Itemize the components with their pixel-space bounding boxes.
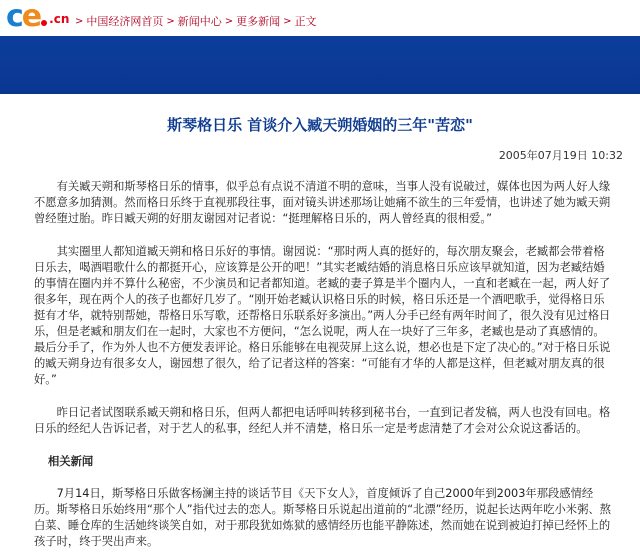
breadcrumb-news-center-link[interactable]: 新闻中心 — [177, 15, 222, 28]
breadcrumb-separator: > — [166, 15, 175, 27]
breadcrumb-home-link[interactable]: 中国经济网首页 — [86, 15, 164, 28]
article-paragraph: 昨日记者试图联系臧天朔和格日乐，但两人都把电话呼叫转移到秘书台，一直到记者发稿，两人也没有回电。格日乐的经纪人告诉记者，对于艺人的私事，经纪人并不清楚，格日乐一定是考虑清楚了才会对公众说这番话的。 — [34, 406, 611, 435]
article — [0, 94, 640, 557]
header-banner — [0, 36, 640, 94]
article-title: 斯琴格日乐 首谈介入臧天朔婚姻的三年"苦恋" — [167, 116, 473, 134]
breadcrumb — [72, 13, 317, 29]
ce-logo[interactable] — [6, 2, 69, 32]
breadcrumb-separator: > — [283, 15, 292, 27]
top-bar — [0, 0, 640, 36]
article-body — [34, 179, 614, 557]
article-paragraph: 有关臧天朔和斯琴格日乐的情事，似乎总有点说不清道不明的意味，当事人没有说破过，媒体也因为两人好人缘不愿意多加猜测。然而格日乐终于直视那段往事，面对镜头讲述那场让她痛不欲生的三年爱情，也讲述了她为臧天朔曾经堕过胎。昨日臧天朔的好朋友谢园对记者说：“挺理解格日乐的，两人曾经真的很相爱。” — [34, 180, 611, 225]
related-news-paragraph: 7月14日，斯琴格日乐做客杨澜主持的谈话节目《天下女人》，首度倾诉了自己2000年到2003年那段感情经历。斯琴格日乐始终用“那个人”指代过去的恋人。斯琴格日乐说起出道前的“北漂”经历，说起长达两年吃小米粥、熬白菜、睡仓库的生活她终谈笑自如，对于那段犹如炼狱的感情经历也能平静陈述，然而她在说到被迫打掉已经怀上的孩子时，终于哭出声来。 — [34, 487, 611, 548]
logo-domain-suffix: .cn — [49, 12, 70, 26]
logo-mark: ce — [6, 0, 41, 34]
article-paragraph: 其实圈里人都知道臧天朔和格日乐好的事情。谢园说：“那时两人真的挺好的，每次朋友聚会，老臧都会带着格日乐去，喝酒唱歌什么的都挺开心，应该算是公开的吧！”其实老臧结婚的消息格日乐应该早就知道，因为老臧结婚的事情在圈内并不算什么秘密，不少演员和记者都知道。老臧的妻子算是半个圈内人，一直和老臧在一起，两人好了很多年，现在两个人的孩子也都好几岁了。“刚开始老臧认识格日乐的时候，格日乐还是一个酒吧歌手，觉得格日乐挺有才华，就特别帮她，帮格日乐写歌，还帮格日乐联系好多演出。”两人分手已经有两年时间了，很久没有见过格日乐，但是老臧和朋友们在一起时，大家也不方便问，“怎么说呢，两人在一块好了三年多，老臧也是动了真感情的。最后分手了，作为外人也不方便发表评论。格日乐能够在电视荧屏上这么说，想必也是下定了决心的。”对于格日乐说的臧天朔身边有很多女人，谢园想了很久，给了记者这样的答案：“可能有才华的人都是这样，但老臧对朋友真的很好。” — [34, 245, 611, 386]
breadcrumb-separator: > — [75, 15, 84, 27]
breadcrumb-more-news-link[interactable]: 更多新闻 — [236, 15, 281, 28]
logo-dot-icon — [41, 20, 47, 26]
article-datetime: 2005年07月19日 10:32 — [498, 149, 623, 162]
related-news-heading: 相关新闻 — [48, 455, 94, 468]
breadcrumb-separator: > — [224, 15, 234, 27]
breadcrumb-current: 正文 — [294, 15, 317, 28]
